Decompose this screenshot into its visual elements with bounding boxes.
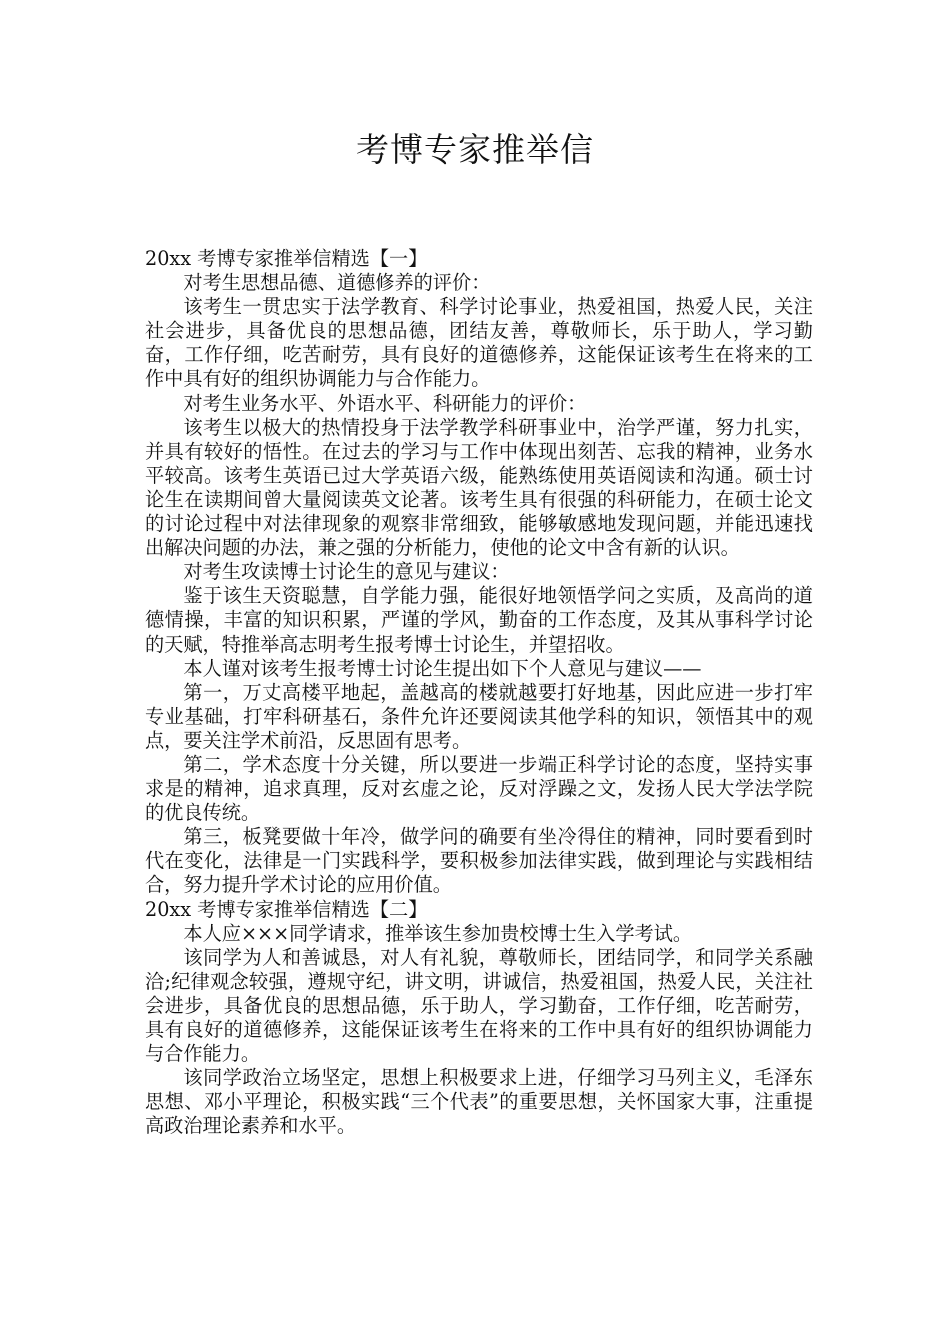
body-paragraph: 对考生攻读博士讨论生的意见与建议： [183,560,510,584]
body-paragraph: 对考生思想品德、道德修养的评价： [183,271,491,295]
document-title: 考博专家推举信 [356,130,594,169]
body-paragraph: 该同学政治立场坚定，思想上积极要求上进，仔细学习马列主义，毛泽东思想、邓小平理论，积极实践“三个代表”的重要思想，关怀国家大事，注重提高政治理论素养和水平。 [145,1066,813,1138]
body-paragraph: 第三，板凳要做十年冷，做学问的确要有坐冷得住的精神，同时要看到时代在变化，法律是一门实践科学，要积极参加法律实践，做到理论与实践相结合，努力提升学术讨论的应用价值。 [145,825,813,897]
body-paragraph: 鉴于该生天资聪慧，自学能力强，能很好地领悟学问之实质，及高尚的道德情操，丰富的知识积累，严谨的学风，勤奋的工作态度，及其从事科学讨论的天赋，特推举高志明考生报考博士讨论生，并望招收。 [145,584,813,656]
body-paragraph: 该同学为人和善诚恳，对人有礼貌，尊敬师长，团结同学，和同学关系融洽;纪律观念较强，遵规守纪，讲文明，讲诚信，热爱祖国，热爱人民，关注社会进步，具备优良的思想品德，乐于助人，学习勤奋，工作仔细，吃苦耐劳，具有良好的道德修养，这能保证该考生在将来的工作中具有好的组织协调能力与合作能力。 [145,945,813,1066]
body-paragraph: 该考生一贯忠实于法学教育、科学讨论事业，热爱祖国，热爱人民，关注社会进步，具备优良的思想品德，团结友善，尊敬师长，乐于助人，学习勤奋，工作仔细，吃苦耐劳，具有良好的道德修养，这能保证该考生在将来的工作中具有好的组织协调能力与合作能力。 [145,295,813,391]
body-paragraph: 本人谨对该考生报考博士讨论生提出如下个人意见与建议—— [183,656,702,680]
body-paragraph: 本人应×××同学请求，推举该生参加贵校博士生入学考试。 [183,921,693,945]
section-heading: 20xx 考博专家推举信精选【一】 [145,247,428,270]
body-paragraph: 第一，万丈高楼平地起，盖越高的楼就越要打好地基，因此应进一步打牢专业基础，打牢科研基石，条件允许还要阅读其他学科的知识，领悟其中的观点，要关注学术前沿，反思固有思考。 [145,680,813,752]
body-paragraph: 对考生业务水平、外语水平、科研能力的评价： [183,391,587,415]
body-paragraph: 第二，学术态度十分关键，所以要进一步端正科学讨论的态度，坚持实事求是的精神，追求真理，反对玄虚之论，反对浮躁之文，发扬人民大学法学院的优良传统。 [145,752,813,825]
document-body [145,247,813,1138]
body-paragraph: 该考生以极大的热情投身于法学教学科研事业中，治学严谨，努力扎实，并具有较好的悟性。在过去的学习与工作中体现出刻苦、忘我的精神，业务水平较高。该考生英语已过大学英语六级，能熟练使用英语阅读和沟通。硕士讨论生在读期间曾大量阅读英文论著。该考生具有很强的科研能力，在硕士论文的讨论过程中对法律现象的观察非常细致，能够敏感地发现问题，并能迅速找出解决问题的办法，兼之强的分析能力，使他的论文中含有新的认识。 [145,415,813,560]
section-heading: 20xx 考博专家推举信精选【二】 [145,897,428,921]
